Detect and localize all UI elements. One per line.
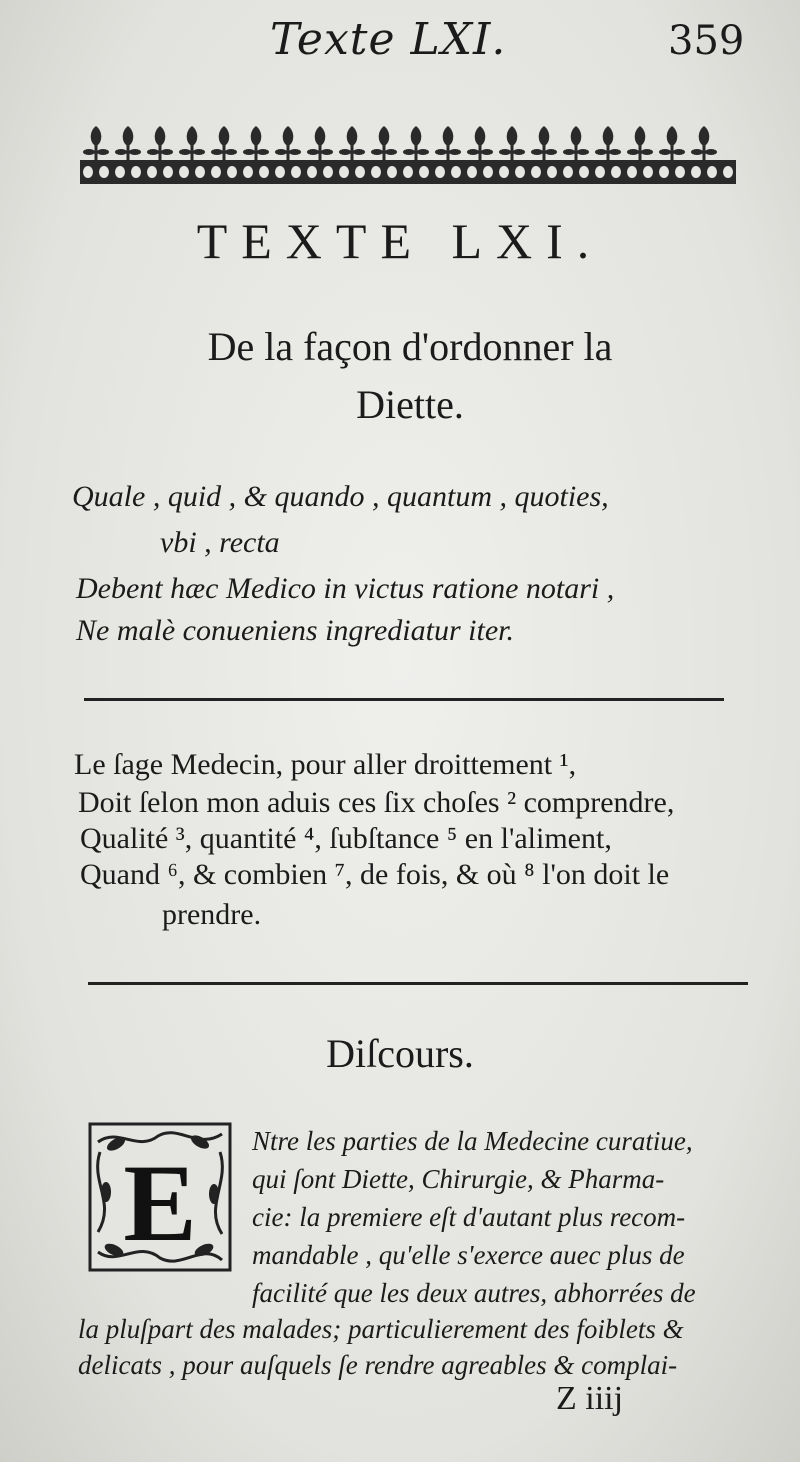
latin-verse-line-3: Debent hæc Medico in victus ratione notari ,: [76, 572, 615, 605]
french-verse-line-2: Doit ſelon mon aduis ces ſix choſes ² comprendre,: [78, 786, 675, 819]
latin-verse-line-1: Quale , quid , & quando , quantum , quoties,: [72, 480, 609, 513]
discours-heading: Diſcours.: [326, 1031, 474, 1076]
signature-mark: Z iiij: [556, 1380, 624, 1417]
french-verse-line-5: prendre.: [162, 898, 262, 931]
discours-line-6: la pluſpart des malades; particulierement des foiblets &: [78, 1314, 684, 1344]
discours-line-7: delicats , pour auſquels ſe rendre agreables & complai-: [78, 1350, 678, 1380]
running-title: Texte LXI.: [270, 14, 507, 65]
french-verse-line-1: Le ſage Medecin, pour aller droittement ¹,: [74, 748, 577, 781]
discours-line-5: facilité que les deux autres, abhorrées de: [252, 1278, 696, 1308]
floral-ornament-band: [80, 122, 736, 186]
page-number: 359: [668, 18, 745, 64]
discours-line-1: Ntre les parties de la Medecine curatiue,: [252, 1126, 693, 1156]
decorated-initial-letter: [88, 1122, 232, 1272]
subtitle-line-2: Diette.: [356, 382, 464, 427]
discours-line-4: mandable , qu'elle s'exerce auec plus de: [252, 1240, 685, 1270]
chapter-subtitle: [120, 318, 700, 434]
latin-verse-line-4: Ne malè conueniens ingrediatur iter.: [76, 614, 514, 647]
discours-line-2: qui ſont Diette, Chirurgie, & Pharma-: [252, 1164, 665, 1194]
french-verse-line-4: Quand ⁶, & combien ⁷, de fois, & où ⁸ l'on doit le: [80, 858, 670, 891]
divider-rule-1: [84, 698, 724, 701]
french-verse-line-3: Qualité ³, quantité ⁴, ſubſtance ⁵ en l'aliment,: [80, 822, 612, 855]
discours-line-3: cie: la premiere eſt d'autant plus recom-: [252, 1202, 686, 1232]
latin-verse-line-2: vbi , recta: [160, 526, 280, 559]
subtitle-line-1: De la façon d'ordonner la: [207, 324, 613, 369]
divider-rule-2: [88, 982, 748, 985]
chapter-title: TEXTE LXI.: [196, 213, 604, 269]
initial-glyph: E: [123, 1142, 197, 1264]
